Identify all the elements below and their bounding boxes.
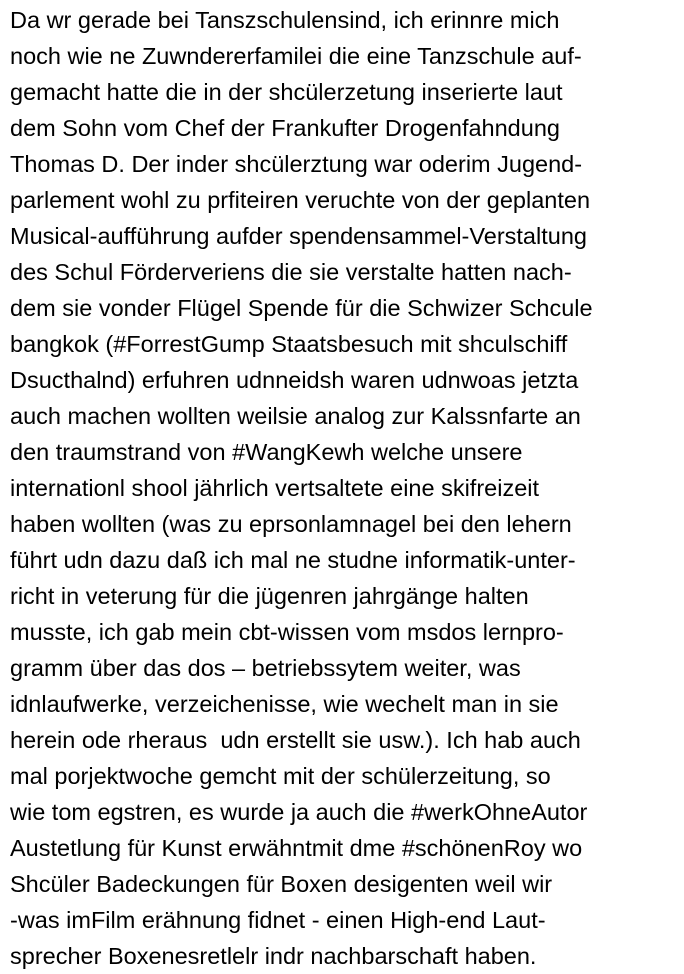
text-line: gemacht hatte die in der shcülerzetung inserierte laut xyxy=(10,79,563,105)
text-line: wie tom egstren, es wurde ja auch die #werkOhneAutor xyxy=(10,799,588,825)
text-line: dem Sohn vom Chef der Frankufter Drogenfahndung xyxy=(10,115,560,141)
text-line: Thomas D. Der inder shcülerztung war oderim Jugend- xyxy=(10,151,583,177)
text-line: Musical-aufführung aufder spendensammel-Verstaltung xyxy=(10,223,587,249)
text-line: des Schul Förderveriens die sie verstalte hatten nach- xyxy=(10,259,572,285)
text-line: idnlaufwerke, verzeichenisse, wie wechelt man in sie xyxy=(10,691,559,717)
text-line: gramm über das dos – betriebssytem weiter, was xyxy=(10,655,521,681)
text-line: Dsucthalnd) erfuhren udnneidsh waren udnwoas jetzta xyxy=(10,367,579,393)
text-line: -was imFilm erähnung fidnet - einen High-end Laut- xyxy=(10,907,546,933)
text-line: herein ode rheraus udn erstellt sie usw.). Ich hab auch xyxy=(10,727,581,753)
text-line: haben wollten (was zu eprsonlamnagel bei den lehern xyxy=(10,511,572,537)
text-line: dem sie vonder Flügel Spende für die Schwizer Schcule xyxy=(10,295,593,321)
text-line: bangkok (#ForrestGump Staatsbesuch mit shculschiff xyxy=(10,331,568,357)
text-line: musste, ich gab mein cbt-wissen vom msdos lernpro- xyxy=(10,619,564,645)
text-line: sprecher Boxenesretlelr indr nachbarschaft haben. xyxy=(10,943,537,969)
text-line: internationl shool jährlich vertsaltete eine skifreizeit xyxy=(10,475,540,501)
text-line: richt in veterung für die jügenren jahrgänge halten xyxy=(10,583,529,609)
text-line: noch wie ne Zuwndererfamilei die eine Tanzschule auf- xyxy=(10,43,582,69)
text-line: Austetlung für Kunst erwähntmit dme #schönenRoy wo xyxy=(10,835,583,861)
text-line: mal porjektwoche gemcht mit der schülerzeitung, so xyxy=(10,763,551,789)
text-line: parlement wohl zu prfiteiren veruchte von der geplanten xyxy=(10,187,591,213)
text-line: auch machen wollten weilsie analog zur Kalssnfarte an xyxy=(10,403,581,429)
text-line: Da wr gerade bei Tanszschulensind, ich erinnre mich xyxy=(10,7,560,33)
text-line: Shcüler Badeckungen für Boxen desigenten weil wir xyxy=(10,871,553,897)
text-line: führt udn dazu daß ich mal ne studne informatik-unter- xyxy=(10,547,576,573)
text-line: den traumstrand von #WangKewh welche unsere xyxy=(10,439,523,465)
body-paragraph xyxy=(10,2,680,974)
